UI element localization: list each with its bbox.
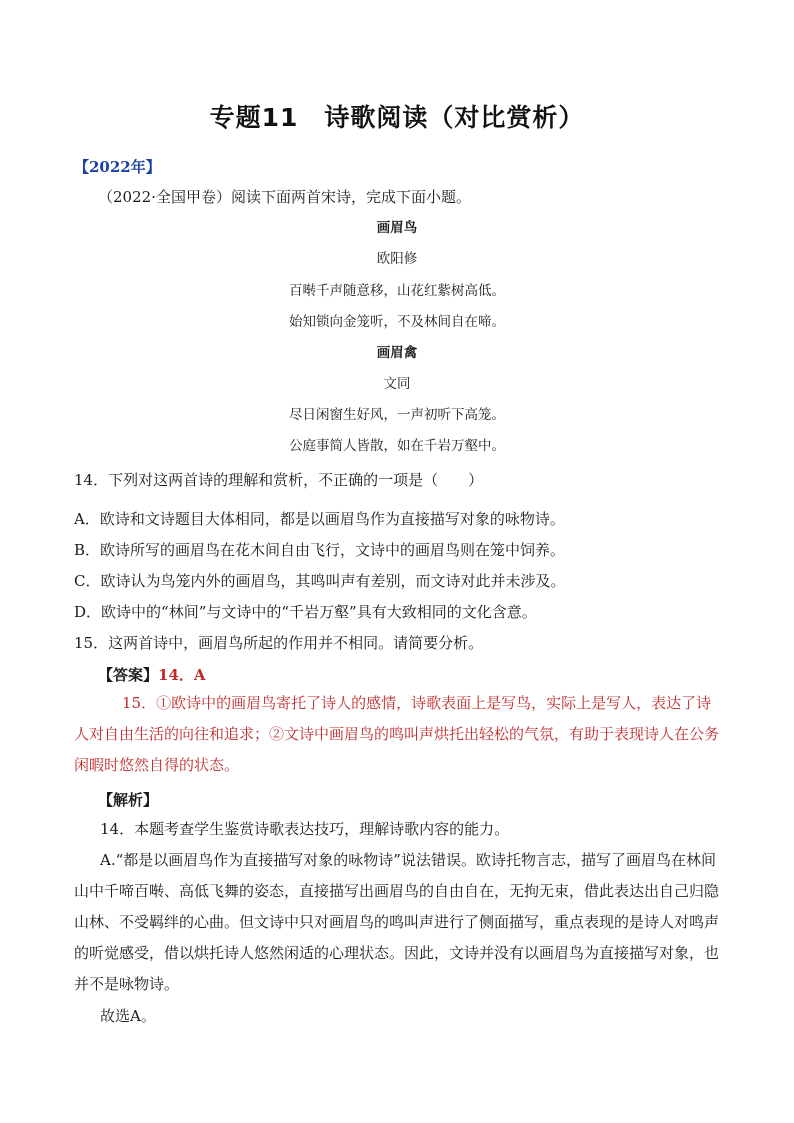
answer-heading <box>98 664 206 685</box>
analysis-intro: 14．本题考查学生鉴赏诗歌表达技巧，理解诗歌内容的能力。 <box>100 820 510 838</box>
page-title: 专题11 诗歌阅读（对比赏析） <box>209 103 585 132</box>
option-c: C．欧诗认为鸟笼内外的画眉鸟，其鸣叫声有差别，而文诗对此并未涉及。 <box>74 572 566 590</box>
analysis-label: 【解析】 <box>98 791 159 809</box>
option-d: D．欧诗中的“林间”与文诗中的“千岩万壑”具有大致相同的文化含意。 <box>74 603 537 621</box>
year-tag: 【2022年】 <box>74 158 161 176</box>
poem2-line: 公庭事简人皆散，如在千岩万壑中。 <box>289 438 505 454</box>
question-intro: （2022·全国甲卷）阅读下面两首宋诗，完成下面小题。 <box>98 188 471 206</box>
answer-15: 15．①欧诗中的画眉鸟寄托了诗人的感情，诗歌表面上是写鸟，实际上是写人，表达了诗人对自由生活的向往和追求；②文诗中画眉鸟的鸣叫声烘托出轻松的气氛，有助于表现诗人在公务闲暇时悠然自得的状态。 <box>74 694 720 774</box>
poem1-line: 始知锁向金笼听，不及林间自在啼。 <box>289 314 505 330</box>
answer-14: 14．A <box>158 666 206 684</box>
analysis-body: A.“都是以画眉鸟作为直接描写对象的咏物诗”说法错误。欧诗托物言志，描写了画眉鸟在林间山中千啼百啭、高低飞舞的姿态，直接描写出画眉鸟的自由自在，无拘无束，借此表达出自己归隐山林、不受羁绊的心曲。但文诗中只对画眉鸟的鸣叫声进行了侧面描写，重点表现的是诗人对鸣声的听觉感受，借以烘托诗人悠然闲适的心理状态。因此，文诗并没有以画眉鸟为直接描写对象，也并不是咏物诗。 <box>74 851 720 993</box>
poem1-line: 百啭千声随意移，山花红紫树高低。 <box>289 283 505 299</box>
poem2-author: 文同 <box>383 376 411 392</box>
poem2-title: 画眉禽 <box>376 345 418 361</box>
question-14: 14．下列对这两首诗的理解和赏析，不正确的一项是（ ） <box>74 471 484 489</box>
answer-label: 【答案】 <box>98 666 159 684</box>
poem1-author: 欧阳修 <box>376 251 418 267</box>
option-b: B．欧诗所写的画眉鸟在花木间自由飞行，文诗中的画眉鸟则在笼中饲养。 <box>74 541 566 559</box>
question-15: 15．这两首诗中，画眉鸟所起的作用并不相同。请简要分析。 <box>74 634 484 652</box>
option-a: A．欧诗和文诗题目大体相同，都是以画眉鸟作为直接描写对象的咏物诗。 <box>74 510 565 528</box>
poem1-title: 画眉鸟 <box>376 220 418 236</box>
conclusion: 故选A。 <box>100 1007 156 1025</box>
poem2-line: 尽日闲窗生好风，一声初听下高笼。 <box>289 407 505 423</box>
